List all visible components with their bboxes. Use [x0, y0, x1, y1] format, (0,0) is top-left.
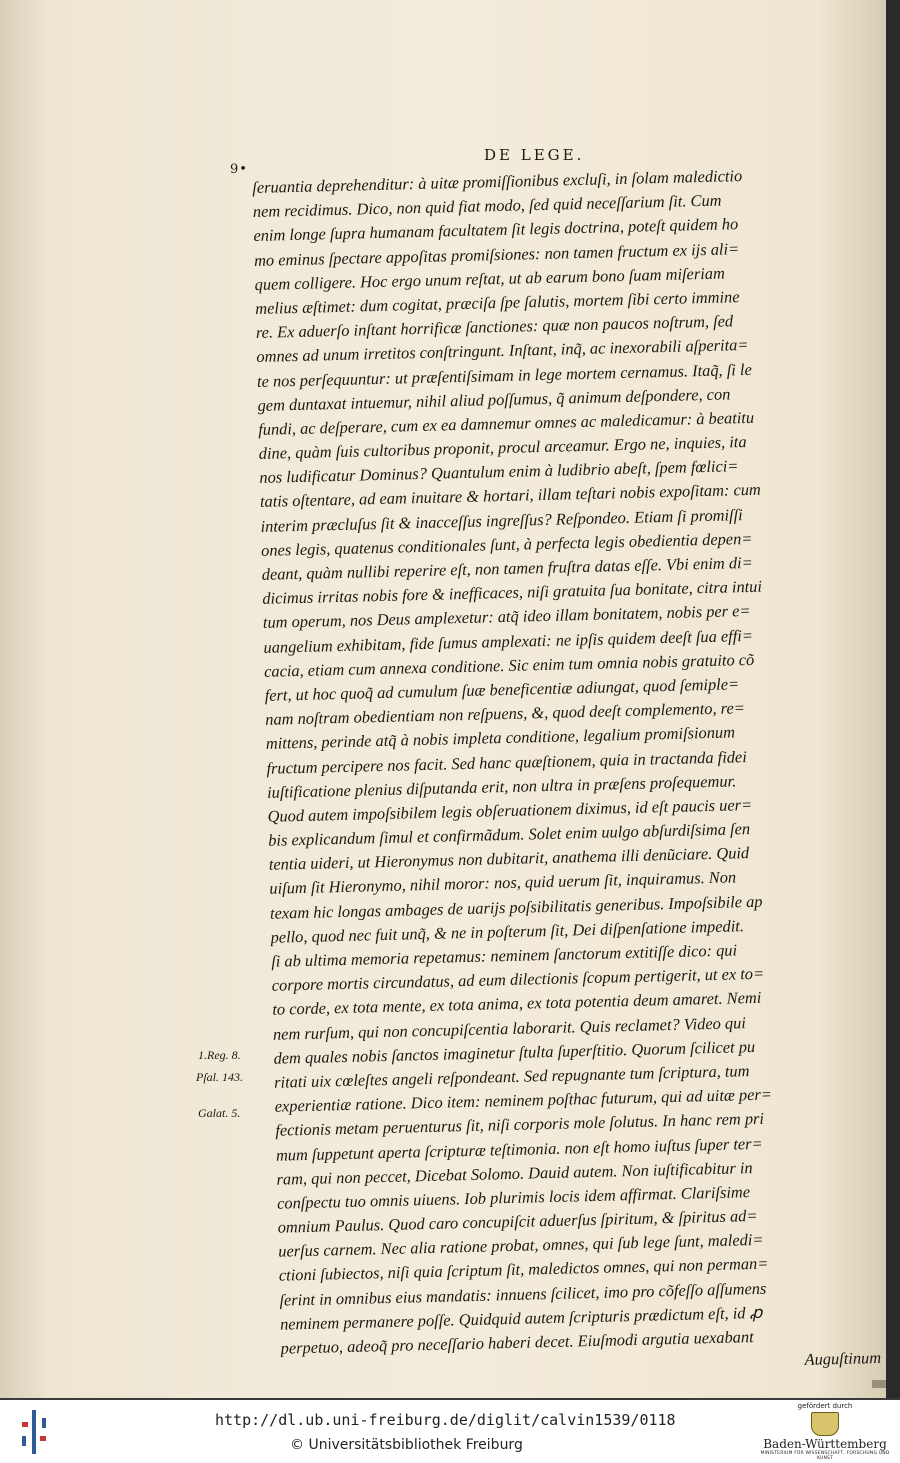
text-line: uiſum ſit Hieronymo, nihil moror: nos, quid uerum ſit, inquiramus. Non [269, 867, 737, 899]
color-target-mark [872, 1380, 886, 1388]
text-line: conſpectu tuo omnis uiuens. Iob plurimis locis idem affirmat. Clariſsime [276, 1182, 751, 1213]
text-line: neminem permanere poſſe. Quidquid autem ſcripturis prædictum eſt, id ꝓ [279, 1302, 763, 1334]
funder-ministry: MINISTERIUM FÜR WISSENSCHAFT, FORSCHUNG UND KUNST [760, 1451, 890, 1461]
text-line: perpetuo, adeoq̃ pro neceſſario haberi decet. Eiuſmodi argutia uexabant [280, 1327, 754, 1358]
text-line: Quod autem impoſsibilem legis obſeruationem diximus, id eſt paucis uer= [267, 794, 753, 826]
text-line: omnium Paulus. Quod caro concupiſcit aduerſus ſpiritum, & ſpiritus ad= [277, 1206, 758, 1237]
text-line: tentia uideri, ut Hieronymus non dubitarit, anathema illi denũciare. Quid [268, 843, 750, 875]
text-line: ram, qui non peccet, Dicebat Solomo. Dauid autem. Non iuſtificabitur in [276, 1157, 753, 1189]
margin-note: 1.Reg. 8. [198, 1048, 241, 1062]
text-line: quem colligere. Hoc ergo unum reſtat, ut ab earum bono ſuam miſeriam [254, 263, 726, 294]
text-line: corpore mortis circundatus, ad eum dilectionis ſcopum pertigerit, ut ex to= [271, 963, 765, 995]
text-line: interim præcluſus ſit & inacceſſus ingreſſus? Reſpondeo. Etiam ſi promiſſi [260, 504, 743, 536]
page-number: 9• [230, 162, 248, 177]
text-line: ſerint in omnibus eius mandatis: innuens ſcilicet, imo pro cõfeſſo aſſumens [279, 1278, 767, 1310]
text-line: nem rurſum, qui non concupiſcentia laborarit. Quis reclamet? Video qui [272, 1012, 747, 1044]
copyright-text: © Universitätsbibliothek Freiburg [290, 1437, 523, 1453]
text-line: experientiæ ratione. Dico item: neminem poſthac futurum, qui ad uitæ per= [274, 1084, 773, 1116]
permalink-url[interactable]: http://dl.ub.uni-freiburg.de/diglit/calvin1539/0118 [215, 1411, 676, 1429]
text-line: fectionis metam peruenturus ſit, niſi corporis mole ſolutus. In hanc rem pri [275, 1109, 765, 1141]
text-line: uerſus carnem. Nec alia ratione probat, omnes, qui ſub lege ſunt, maledi= [278, 1230, 764, 1261]
margin-note: Pſal. 143. [196, 1070, 243, 1084]
text-line: dicimus irritas nobis fore & inefficaces, niſi gratuita ſua bonitate, citra intui [262, 576, 763, 609]
body-text [252, 161, 881, 1385]
text-line: mum ſuppetunt aperta ſcripturæ teſtimonia. non eſt homo iuſtus ſuper ter= [275, 1133, 763, 1165]
text-line: mittens, perinde atq̃ à nobis impleta conditione, legalium promiſsionum [265, 722, 736, 754]
text-line: Auguſtinum [804, 1348, 882, 1370]
text-line: re. Ex aduerſo inſtant horrificæ ſanctiones: quæ non paucos noſtrum, ſed [255, 311, 734, 343]
text-line: iuſtificatione plenius diſputanda erit, non ultra in præſens proſequemur. [266, 771, 737, 802]
text-line: omnes ad unum irretitos conſtringunt. Inſtant, inq̃, ac inexorabili aſperita= [256, 335, 749, 367]
text-line: enim longe ſupra humanam facultatem ſit legis doctrina, poteſt quidem ho [253, 214, 739, 246]
text-line: melius æſtimet: dum cogitat, præciſa ſpe ſalutis, mortem ſibi certo immine [255, 287, 740, 318]
state-crest-icon [811, 1412, 839, 1436]
text-line: ctioni ſubiectos, niſi quia ſcriptum ſit, maledictos omnes, qui non perman= [278, 1254, 769, 1286]
funder-block [760, 1402, 890, 1461]
text-line: to corde, ex tota mente, ex tota anima, ex tota potentia deum amaret. Nemi [272, 988, 762, 1020]
text-line: ſi ab ultima memoria repetamus: neminem ſanctorum extitiſſe dico: qui [270, 940, 738, 971]
text-line: pello, quod nec fuit unq̃, & ne in poſterum ſit, Dei diſpenſatione impedit. [270, 916, 745, 947]
library-logo-icon [18, 1410, 48, 1454]
text-line: fundi, ac deſperare, cum ex ea damnemur omnes ac maledicamur: à beatitu [257, 407, 755, 439]
margin-note: Galat. 5. [198, 1106, 241, 1120]
funder-label: gefördert durch [797, 1402, 853, 1410]
text-line: texam hic longas ambages de uarijs poſsibilitatis generibus. Impoſsibile ap [269, 891, 763, 923]
text-line: bis explicandum ſimul et confirmãdum. Solet enim uulgo abſurdiſsima ſen [268, 819, 751, 850]
text-line: tatis oſtentare, ad eam inuitare & hortari, illam teſtari nobis expoſitam: cum [259, 480, 761, 512]
text-line: dine, quàm ſuis cultoribus proponit, procul arceamur. Ergo ne, inquies, ita [258, 432, 747, 463]
text-line: mo eminus ſpectare appoſitas promiſsiones: non tamen fructum ex ijs ali= [253, 238, 740, 270]
text-line: gem duntaxat intuemur, nihil aliud poſſumus, q̃ animum deſpondere, con [257, 384, 731, 415]
text-line: nos ludificatur Dominus? Quantulum enim à ludibrio abeſt, ſpem fœlici= [259, 456, 739, 488]
text-line: nam noſtram obedientiam non reſpuens, &, quod deeſt complemento, re= [265, 698, 746, 729]
text-line: fert, ut hoc quoq̃ ad cumulum ſuæ beneficentiæ adiungat, quod ſemiple= [264, 674, 740, 705]
text-line: fructum percipere nos facit. Sed hanc quæſtionem, quia in tractanda fidei [266, 746, 747, 778]
text-line: uangelium exhibitam, fide ſumus amplexati: ne ipſis quidem deeſt ſua effi= [263, 625, 754, 657]
text-line: te nos perſequuntur: ut præſentiſsimam in lege mortem cernamus. Itaq̃, ſi le [256, 359, 752, 391]
text-line: deant, quàm nullibi reperire eſt, non tamen fruſtra datas eſſe. Vbi enim di= [261, 552, 753, 584]
text-line: nem recidimus. Dico, non quid fiat modo, ſed quid neceſſarium ſit. Cum [252, 190, 722, 222]
text-line: dem quales nobis ſanctos imaginetur ſtulta ſuperſtitio. Quorum ſcilicet pu [273, 1036, 756, 1068]
text-line: tum operum, nos Deus amplexetur: atq̃ ideo illam bonitatem, nobis per e= [262, 601, 751, 633]
text-line: ones legis, quatenus conditionales ſunt, à perfecta legis obedientia depen= [260, 528, 753, 560]
text-line: cacia, etiam cum annexa conditione. Sic enim tum omnia nobis gratuito cõ [263, 649, 755, 681]
funder-state: Baden-Württemberg [763, 1437, 887, 1451]
text-line: ritati uix cœleſtes angeli reſpondeant. Sed repugnante tum ſcriptura, tum [273, 1061, 750, 1092]
running-header: DE LEGE. [484, 146, 585, 164]
text-line: ſeruantia deprehenditur: à uitæ promiſſionibus excluſi, in ſolam maledictio [252, 166, 743, 197]
book-spine [886, 0, 900, 1398]
